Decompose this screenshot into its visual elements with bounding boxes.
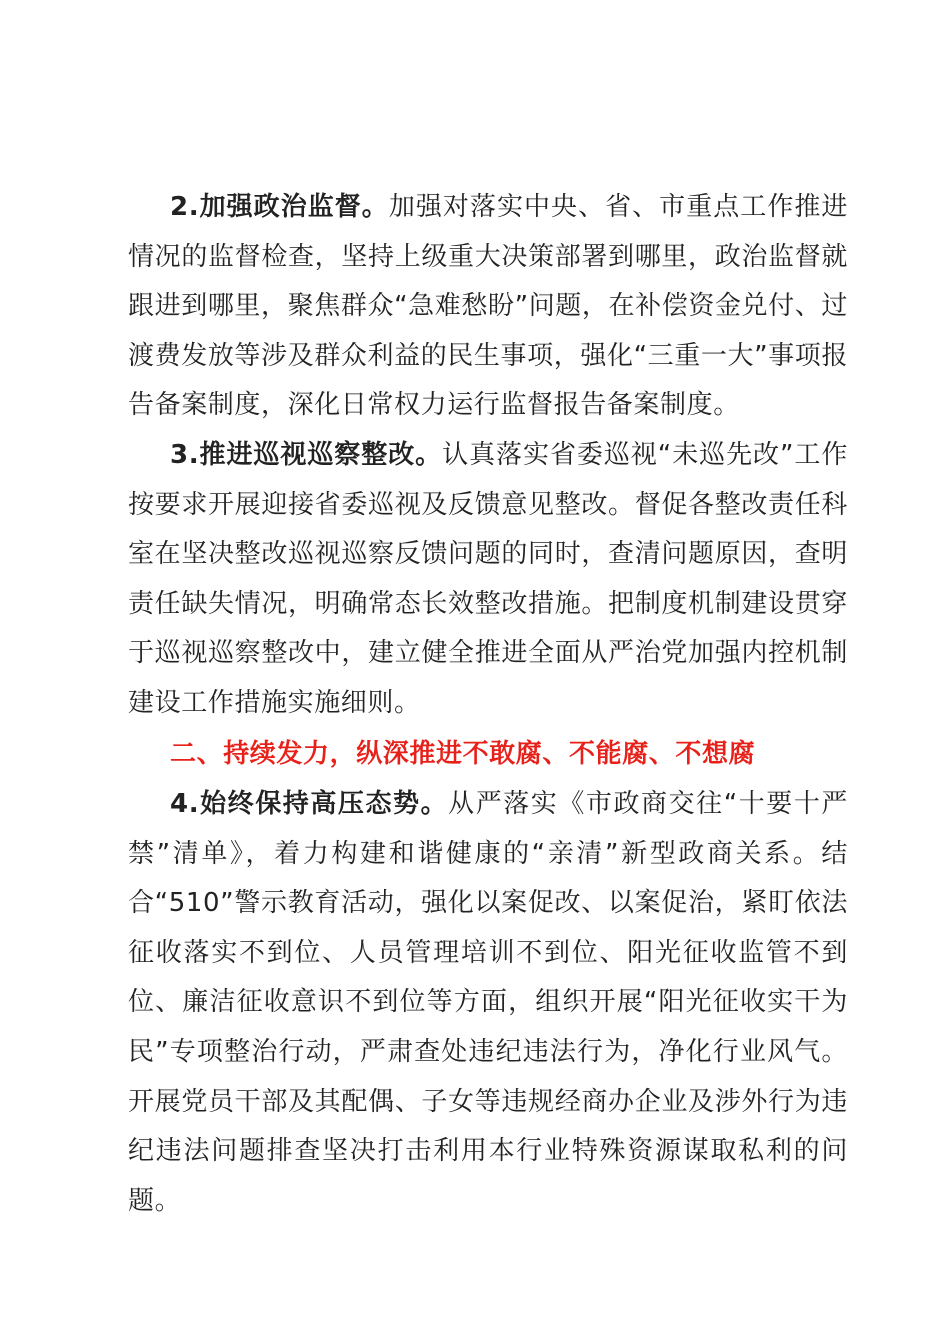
- paragraph-body: 认真落实省委巡视“未巡先改”工作按要求开展迎接省委巡视及反馈意见整改。督促各整改责任科室在坚决整改巡视巡察反馈问题的同时，查清问题原因，查明责任缺失情况，明确常态长效整改措施。把制度机制建设贯穿于巡视巡察整改中，建立健全推进全面从严治党加强内控机制建设工作措施实施细则。: [128, 440, 848, 718]
- paragraph-lead: 2.加强政治监督。: [170, 192, 389, 222]
- paragraph-inspection-rectification: [128, 431, 848, 729]
- paragraph-lead: 4.始终保持高压态势。: [170, 789, 449, 819]
- paragraph-lead: 3.推进巡视巡察整改。: [170, 440, 443, 470]
- paragraph-high-pressure: [128, 780, 848, 1226]
- paragraph-political-supervision: [128, 183, 848, 431]
- paragraph-body: 加强对落实中央、省、市重点工作推进情况的监督检查，坚持上级重大决策部署到哪里，政治监督就跟进到哪里，聚焦群众“急难愁盼”问题，在补偿资金兑付、过渡费发放等涉及群众利益的民生事项，强化“三重一大”事项报告备案制度，深化日常权力运行监督报告备案制度。: [128, 192, 848, 421]
- paragraph-body: 从严落实《市政商交往“十要十严禁”清单》，着力构建和谐健康的“亲清”新型政商关系。结合“510”警示教育活动，强化以案促改、以案促治，紧盯依法征收落实不到位、人员管理培训不到位、阳光征收监管不到位、廉洁征收意识不到位等方面，组织开展“阳光征收实干为民”专项整治行动，严肃查处违纪违法行为，净化行业风气。开展党员干部及其配偶、子女等违规经商办企业及涉外行为违纪违法问题排查坚决打击利用本行业特殊资源谋取私利的问题。: [128, 789, 848, 1216]
- section-heading: 二、持续发力，纵深推进不敢腐、不能腐、不想腐: [170, 739, 756, 769]
